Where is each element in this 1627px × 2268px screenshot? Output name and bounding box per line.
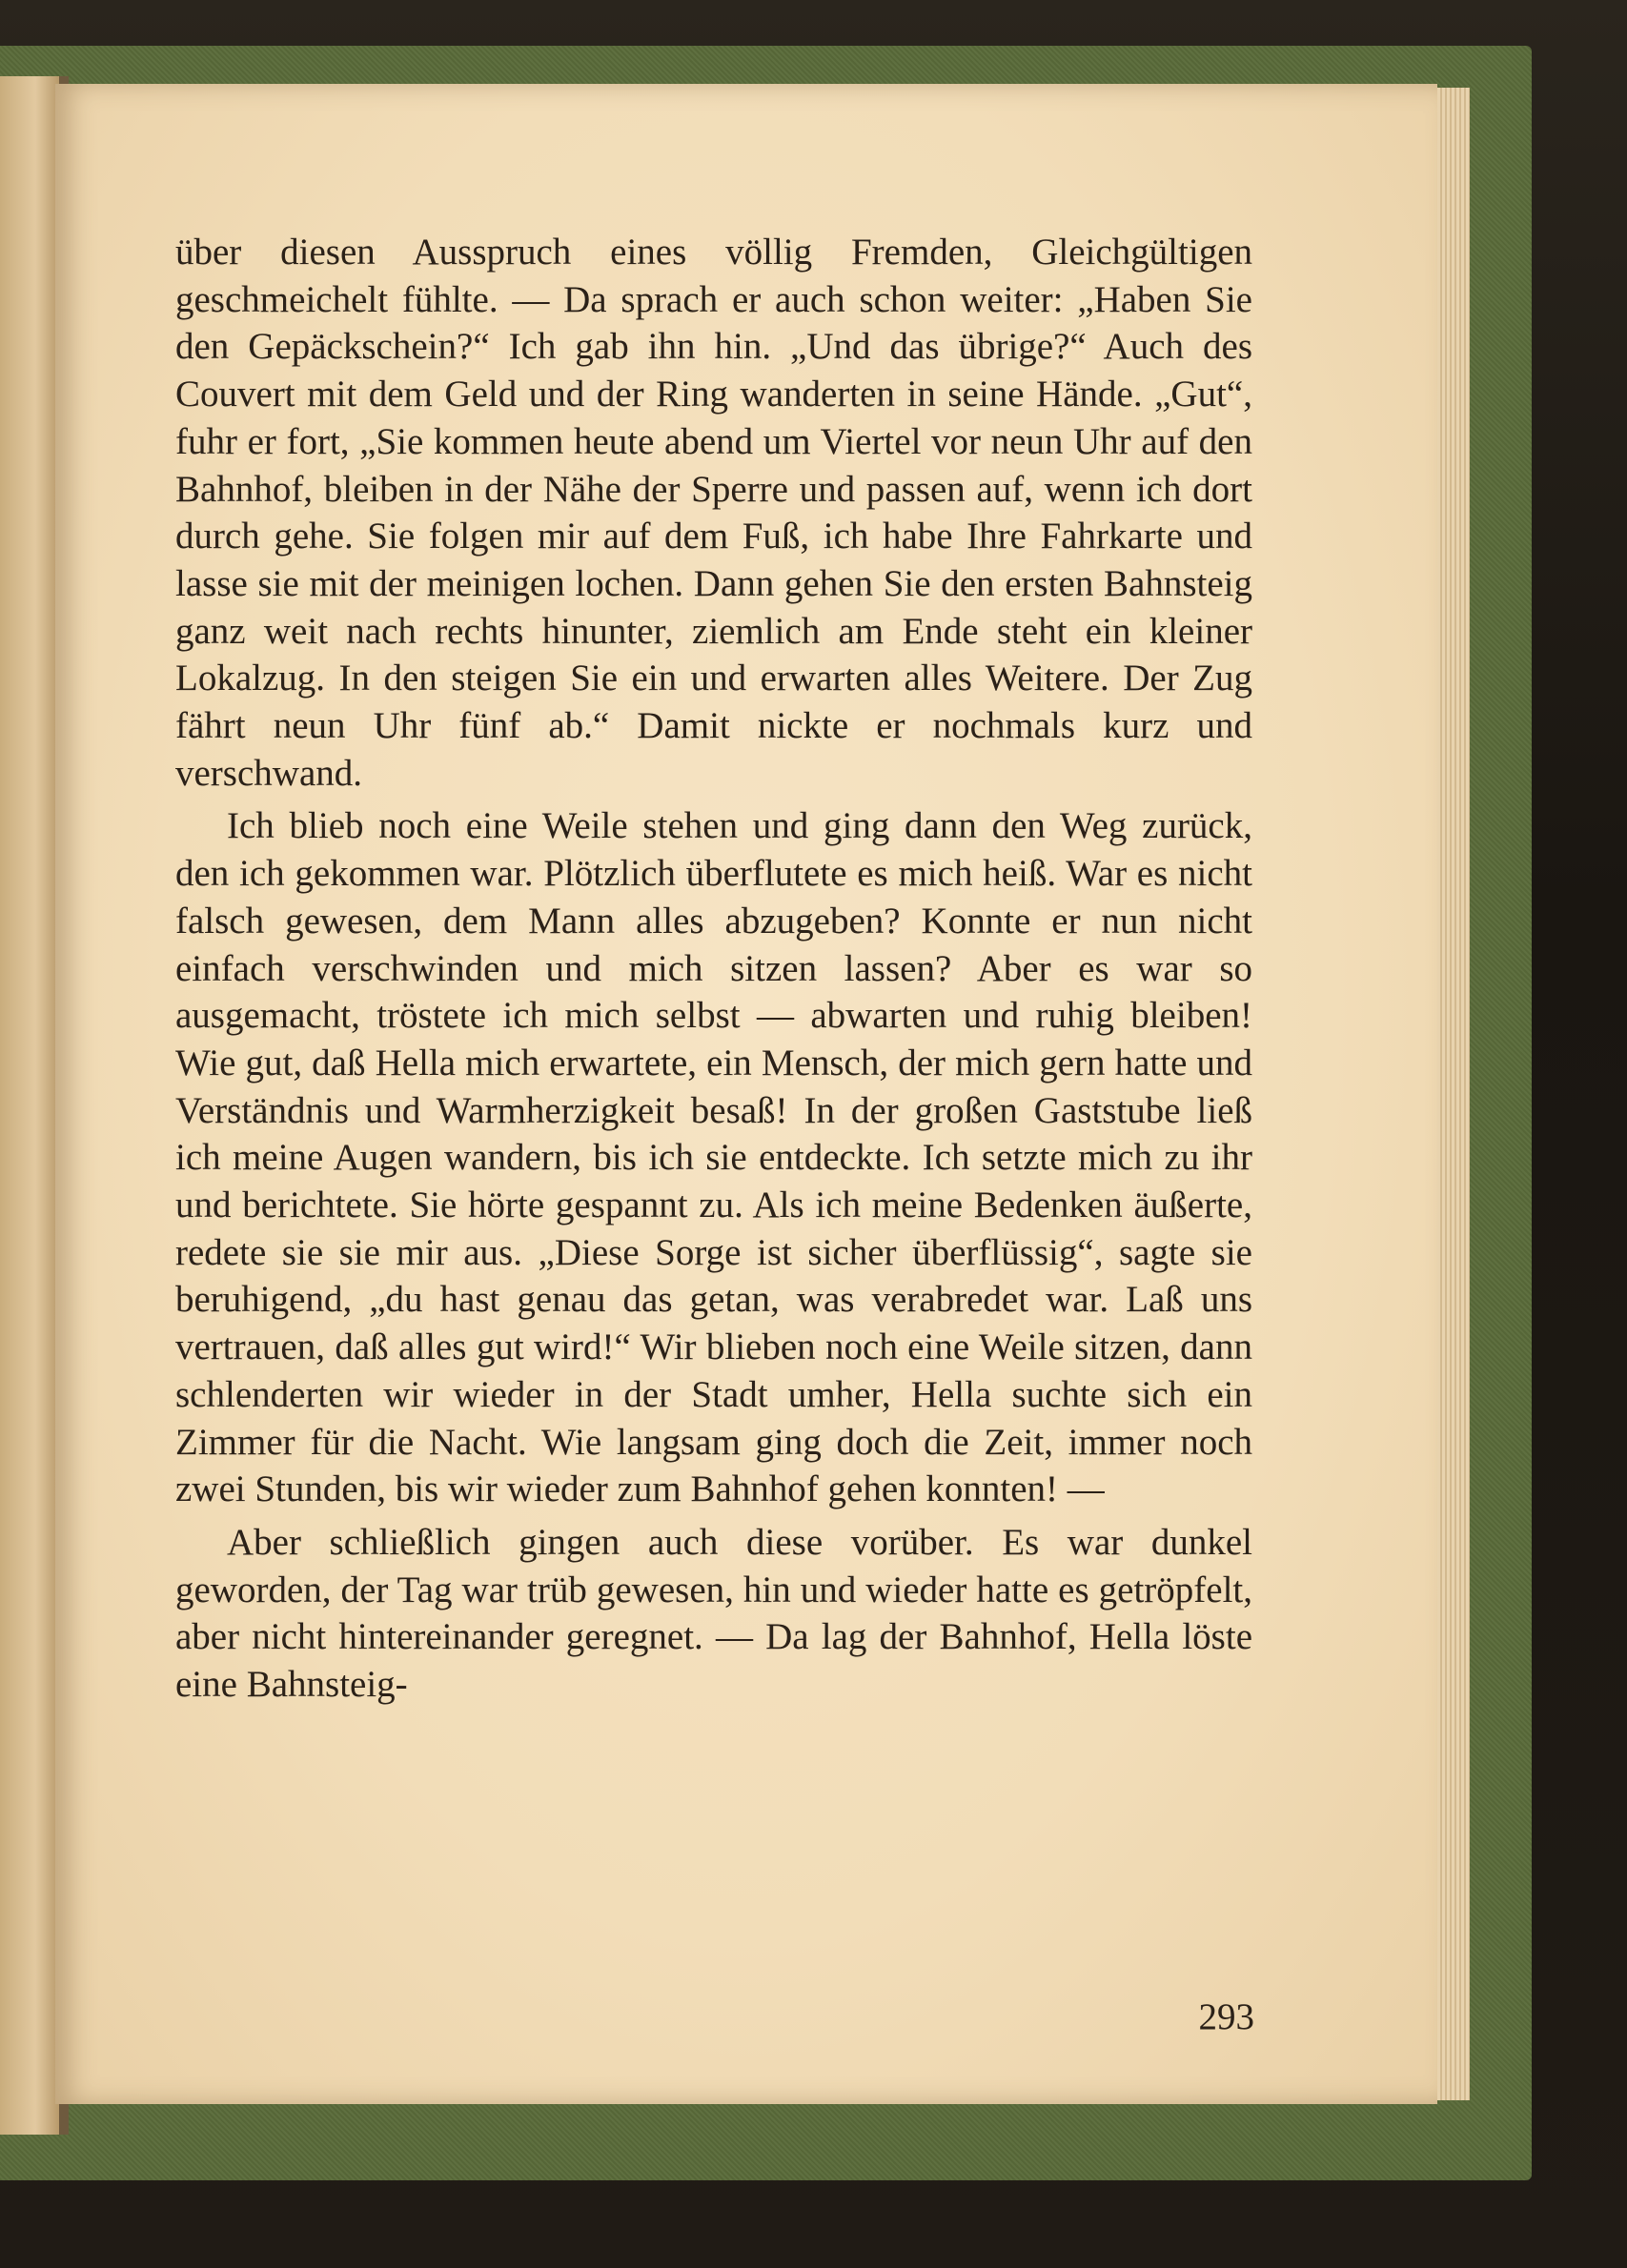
page-text-block [175,229,1252,1709]
page-stack-edge [1437,88,1470,2100]
paragraph-3: Aber schließlich gingen auch diese vorüber. Es war dunkel geworden, der Tag war trüb gewesen, hin und wieder hatte es getröpfelt, aber nicht hintereinander geregnet. — Da lag der Bahnhof, Hella löste eine Bahnsteig- [175,1521,1252,1706]
page-number: 293 [1198,1996,1254,2037]
left-page-edge [0,76,59,2135]
paragraph-2: Ich blieb noch eine Weile stehen und ging dann den Weg zurück, den ich gekommen war. Plötzlich überflutete es mich heiß. War es nicht falsch gewesen, dem Mann alles abzugeben? Konnte er nun nicht einfach verschwinden und mich sitzen lassen? Aber es war so ausgemacht, tröstete ich mich selbst — abwarten und ruhig bleiben! Wie gut, daß Hella mich erwartete, ein Mensch, der mich gern hatte und Verständnis und Warmherzigkeit besaß! In der großen Gaststube ließ ich meine Augen wandern, bis ich sie entdeckte. Ich setzte mich zu ihr und berichtete. Sie hörte gespannt zu. Als ich meine Bedenken äußerte, redete sie sie mir aus. „Diese Sorge ist sicher überflüssig“, sagte sie beruhigend, „du hast genau das getan, was verabredet war. Laß uns vertrauen, daß alles gut wird!“ Wir blieben noch eine Weile sitzen, dann schlenderten wir wieder in der Stadt umher, Hella suchte sich ein Zimmer für die Nacht. Wie langsam ging doch die Zeit, immer noch zwei Stunden, bis wir wieder zum Bahnhof gehen konnten! — [175,805,1252,1510]
paragraph-1: über diesen Ausspruch eines völlig Fremden, Gleichgültigen geschmeichelt fühlte. — Da sprach er auch schon weiter: „Haben Sie den Gepäckschein?“ Ich gab ihn hin. „Und das übrige?“ Auch des Couvert mit dem Geld und der Ring wanderten in seine Hände. „Gut“, fuhr er fort, „Sie kommen heute abend um Viertel vor neun Uhr auf den Bahnhof, bleiben in der Nähe der Sperre und passen auf, wenn ich dort durch gehe. Sie folgen mir auf dem Fuß, ich habe Ihre Fahrkarte und lasse sie mit der meinigen lochen. Dann gehen Sie den ersten Bahnsteig ganz weit nach rechts hinunter, ziemlich am Ende steht ein kleiner Lokalzug. In den steigen Sie ein und erwarten alles Weitere. Der Zug fährt neun Uhr fünf ab.“ Damit nickte er nochmals kurz und verschwand. [175,232,1252,794]
